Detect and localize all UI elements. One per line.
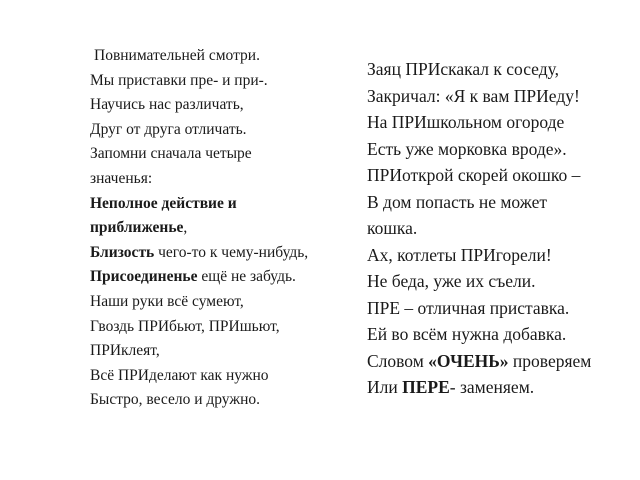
poem-line: ПРИклеят, xyxy=(90,342,160,360)
poem-line: Быстро, весело и дружно. xyxy=(90,391,260,409)
poem-line: Не беда, уже их съели. xyxy=(367,271,536,291)
poem-line: Мы приставки пре- и при-. xyxy=(90,71,268,89)
line-start: Словом xyxy=(367,350,429,371)
poem-line: Ах, котлеты ПРИгорели! xyxy=(367,244,552,265)
poem-line: ПРИоткрой скорей окошко – xyxy=(367,165,581,185)
bold-term: Неполное действие и xyxy=(90,194,237,212)
poem-line: кошка. xyxy=(367,218,418,238)
poem-line: На ПРИшкольном огороде xyxy=(367,112,565,132)
poem-line: Запомни сначала четыре xyxy=(90,145,252,163)
poem-line: Научись нас различать, xyxy=(90,96,244,114)
left-poem xyxy=(90,44,360,413)
line-rest: , xyxy=(183,219,188,237)
poem-line-mixed xyxy=(90,241,360,266)
poem-line-bold xyxy=(90,192,360,217)
poem-line: В дом попасть не может xyxy=(367,191,548,212)
line-rest: чего-то к чему-нибудь, xyxy=(154,243,309,261)
line-rest: - заменяем. xyxy=(449,377,535,397)
poem-line: Повнимательней смотри. xyxy=(94,47,260,64)
poem-line-mixed xyxy=(367,348,635,375)
poem-line-mixed xyxy=(90,265,360,290)
poem-line: ПРЕ – отличная приставка. xyxy=(367,297,570,318)
poem-line: Есть уже морковка вроде». xyxy=(367,138,567,159)
poem-line: Ей во всём нужна добавка. xyxy=(367,324,567,344)
poem-line: Гвоздь ПРИбьют, ПРИшьют, xyxy=(90,317,280,335)
line-start: Или xyxy=(367,377,403,397)
poem-line: значенья: xyxy=(90,169,153,187)
bold-term: приближенье xyxy=(90,219,184,237)
bold-term: Присоединенье xyxy=(90,268,198,286)
poem-line: Закричал: «Я к вам ПРИеду! xyxy=(367,85,580,106)
poem-line: Друг от друга отличать. xyxy=(90,120,247,138)
poem-line-mixed xyxy=(367,374,635,401)
poem-line: Заяц ПРИскакал к соседу, xyxy=(367,59,559,79)
line-rest: проверяем xyxy=(508,350,592,371)
line-rest: ещё не забудь. xyxy=(197,268,296,286)
right-poem xyxy=(367,56,635,401)
poem-line-mixed xyxy=(90,216,360,241)
bold-term: Близость xyxy=(90,243,155,261)
poem-line: Всё ПРИделают как нужно xyxy=(90,366,269,384)
bold-term: ПЕРЕ xyxy=(402,377,450,397)
poem-line: Наши руки всё сумеют, xyxy=(90,292,244,310)
bold-term: «ОЧЕНЬ» xyxy=(428,350,509,371)
